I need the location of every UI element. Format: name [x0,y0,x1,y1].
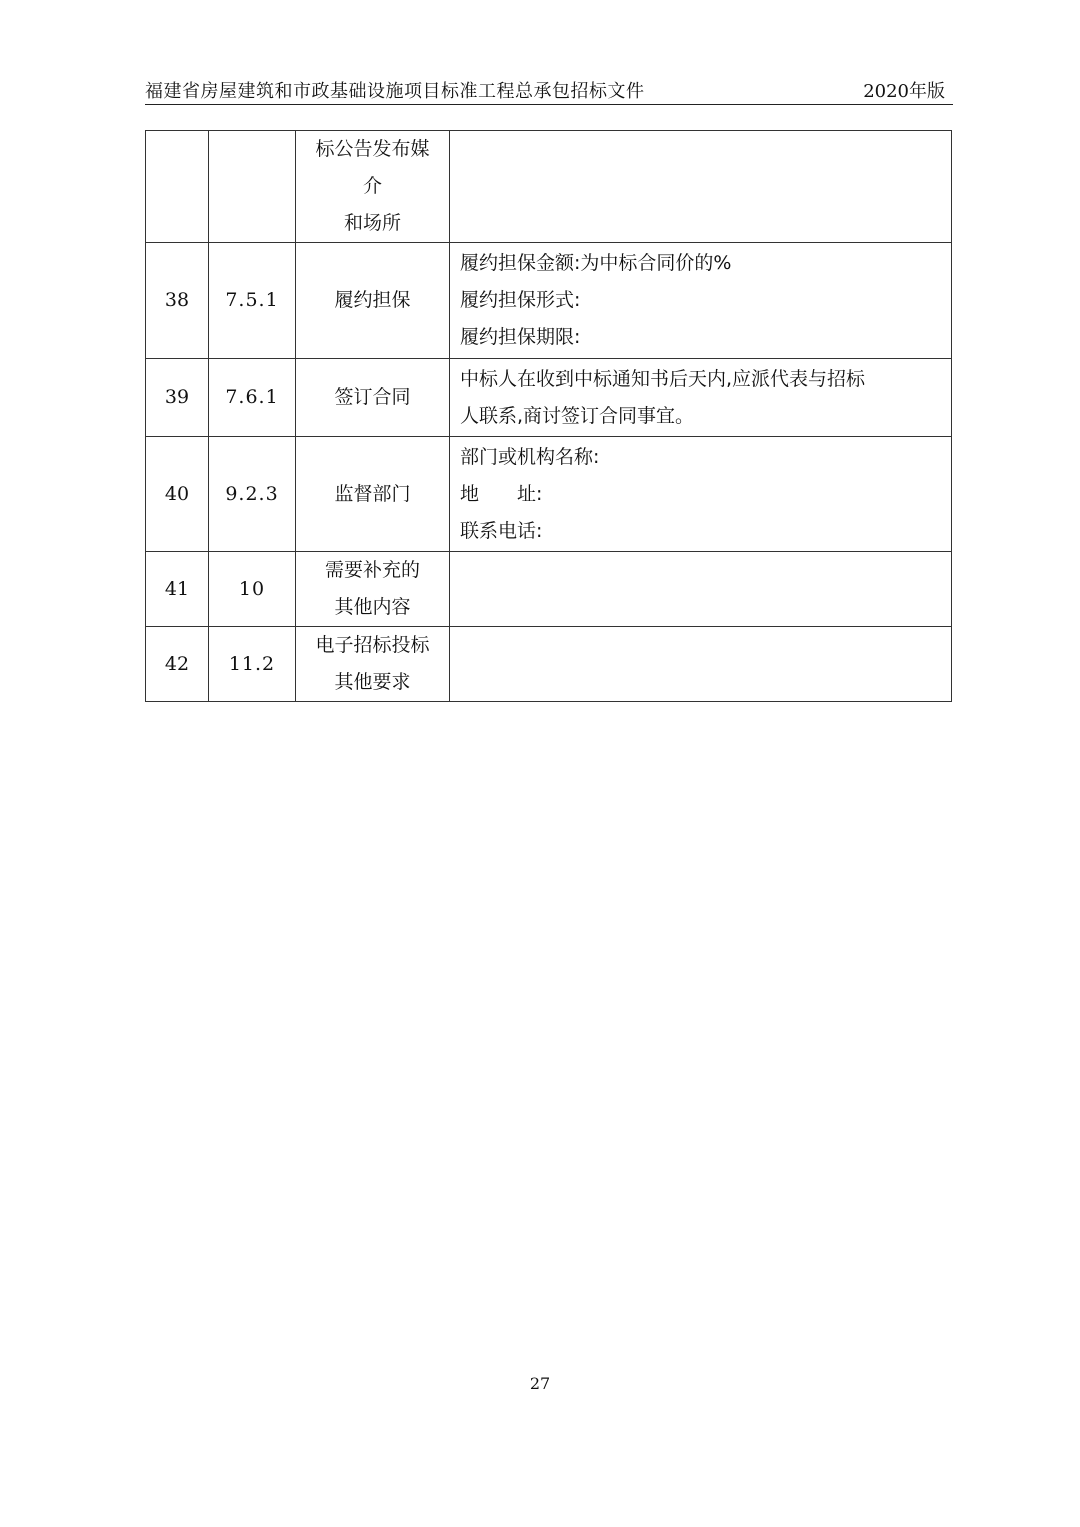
item-content [450,131,952,243]
clause-number: 9.2.3 [209,437,296,552]
content-line: 部门或机构名称: [460,445,600,468]
item-name [296,359,450,437]
item-name [296,627,450,702]
item-content [450,437,952,552]
table-row [146,131,952,243]
item-content [450,552,952,627]
content-line: 履约担保形式: [460,289,581,311]
row-number: 39 [146,359,209,437]
item-name [296,437,450,552]
content-line: 地 址: [460,482,543,505]
clause-number: 10 [209,552,296,627]
item-name-line: 介 [362,175,382,197]
item-content [450,627,952,702]
page-number: 27 [529,1374,551,1393]
item-name [296,131,450,243]
clause-number: 7.6.1 [209,359,296,437]
document-title: 福建省房屋建筑和市政基础设施项目标准工程总承包招标文件 [145,81,645,102]
row-number: 40 [146,437,209,552]
table-row [146,243,952,359]
content-line: 中标人在收到中标通知书后天内,应派代表与招标 [460,367,866,390]
item-name-line: 需要补充的 [324,559,420,581]
table-row [146,359,952,437]
table-row [146,437,952,552]
item-name [296,243,450,359]
content-line: 履约担保期限: [460,326,581,348]
edition-label: 2020年版 [863,81,945,102]
content-line: 联系电话: [460,519,543,542]
item-name-line: 和场所 [343,212,401,234]
item-name-line: 其他要求 [334,671,411,693]
table-row [146,552,952,627]
item-content [450,243,952,359]
bid-data-table [145,130,952,702]
clause-number [209,131,296,243]
table-row [146,627,952,702]
row-number: 38 [146,243,209,359]
content-line: 人联系,商讨签订合同事宜。 [460,404,695,427]
clause-number: 11.2 [209,627,296,702]
item-name-line: 履约担保 [334,289,411,311]
content-line: 履约担保金额:为中标合同价的% [460,252,732,274]
item-name-line: 其他内容 [334,596,411,618]
row-number: 41 [146,552,209,627]
item-name-line: 电子招标投标 [315,634,430,656]
row-number [146,131,209,243]
item-name-line: 签订合同 [334,386,411,408]
row-number: 42 [146,627,209,702]
clause-number: 7.5.1 [209,243,296,359]
item-name-line: 标公告发布媒 [315,138,430,160]
item-name [296,552,450,627]
item-name-line: 监督部门 [334,482,411,505]
item-content [450,359,952,437]
page-header [145,74,953,105]
